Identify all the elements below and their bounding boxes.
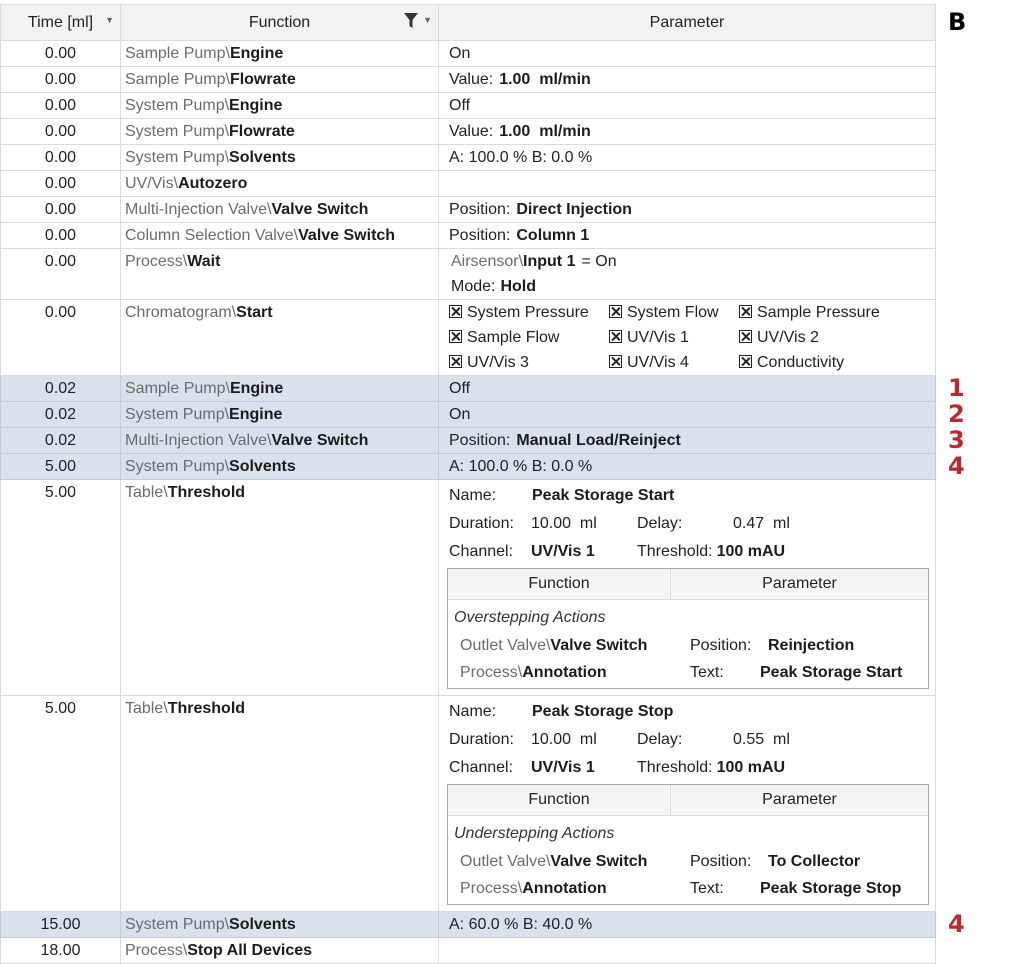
- function-name: Wait: [187, 253, 221, 270]
- action-row[interactable]: [454, 632, 922, 659]
- column-header-parameter[interactable]: [439, 5, 936, 41]
- function-name: Threshold: [167, 700, 246, 717]
- channel-label: Conductivity: [757, 354, 845, 371]
- threshold-label: Threshold:: [637, 543, 713, 560]
- actions-group-label: Understepping Actions: [454, 825, 615, 842]
- threshold-duration-line: [449, 510, 935, 538]
- time-cell[interactable]: [1, 145, 121, 171]
- table-row[interactable]: [1, 223, 936, 249]
- time-value: 0.02: [44, 380, 77, 397]
- function-cell[interactable]: [121, 454, 439, 480]
- function-cell[interactable]: [121, 938, 439, 964]
- action-param-value: Reinjection: [768, 637, 855, 654]
- table-row[interactable]: [1, 93, 936, 119]
- time-value: 0.00: [44, 123, 77, 140]
- annotation-marker: 4: [948, 451, 965, 480]
- function-name: Solvents: [229, 149, 296, 166]
- duration-label: Duration:: [449, 515, 514, 532]
- actions-table: [447, 784, 929, 905]
- channel-value: UV/Vis 1: [531, 543, 595, 560]
- function-name: Engine: [229, 45, 284, 62]
- time-cell[interactable]: [1, 696, 121, 912]
- actions-table-body: [448, 816, 928, 904]
- parameter-cell[interactable]: [439, 197, 936, 223]
- channel-checkbox[interactable]: [609, 325, 739, 350]
- function-name: Valve Switch: [271, 201, 369, 218]
- actions-column-function: Function: [448, 785, 671, 815]
- method-table: [0, 4, 936, 964]
- checkbox-checked-icon[interactable]: [739, 355, 752, 368]
- parameter-label: Position:: [449, 227, 511, 244]
- action-row[interactable]: [454, 848, 922, 875]
- channel-label: System Flow: [627, 304, 719, 321]
- function-device: Table\: [125, 484, 168, 501]
- annotation-marker: 1: [948, 373, 965, 402]
- time-cell[interactable]: [1, 428, 121, 454]
- parameter-value: Direct Injection: [516, 201, 632, 218]
- channel-label: Channel:: [449, 759, 514, 776]
- checkbox-checked-icon[interactable]: [449, 355, 462, 368]
- sensor-input: Input 1: [523, 253, 576, 270]
- function-name: Engine: [229, 380, 284, 397]
- time-value: 5.00: [44, 700, 77, 717]
- sensor-device: Airsensor\: [451, 253, 524, 270]
- column-header-parameter-label: Parameter: [649, 13, 725, 31]
- action-device: Process\: [460, 664, 523, 681]
- parameter-cell[interactable]: [439, 249, 936, 300]
- table-row[interactable]: [1, 912, 936, 938]
- parameter-cell[interactable]: [439, 454, 936, 480]
- table-row[interactable]: [1, 249, 936, 300]
- table-row[interactable]: [1, 376, 936, 402]
- function-cell[interactable]: [121, 171, 439, 197]
- table-row[interactable]: [1, 41, 936, 67]
- checkbox-checked-icon[interactable]: [609, 330, 622, 343]
- function-device: Sample Pump\: [125, 71, 230, 88]
- checkbox-checked-icon[interactable]: [739, 305, 752, 318]
- parameter-value: On: [449, 45, 471, 62]
- function-name: Engine: [229, 406, 283, 423]
- delay-label: Delay:: [637, 515, 683, 532]
- table-row[interactable]: [1, 67, 936, 93]
- parameter-cell[interactable]: [439, 67, 936, 93]
- function-device: Sample Pump\: [125, 380, 230, 397]
- function-device: System Pump\: [125, 149, 230, 166]
- time-cell[interactable]: [1, 480, 121, 696]
- parameter-label: Position:: [449, 432, 511, 449]
- time-value: 5.00: [44, 484, 77, 501]
- actions-column-function: Function: [448, 569, 671, 599]
- time-cell[interactable]: [1, 300, 121, 376]
- action-name: Annotation: [522, 664, 607, 681]
- parameter-cell[interactable]: [439, 145, 936, 171]
- time-value: 0.00: [44, 227, 77, 244]
- function-name: Engine: [229, 97, 283, 114]
- action-parameter: [690, 848, 860, 875]
- table-row[interactable]: [1, 480, 936, 696]
- table-row[interactable]: [1, 145, 936, 171]
- function-name: Valve Switch: [298, 227, 396, 244]
- wait-condition: [449, 249, 935, 274]
- parameter-value: 1.00 ml/min: [499, 71, 591, 88]
- function-device: System Pump\: [125, 916, 230, 933]
- time-value: 0.00: [44, 71, 77, 88]
- time-cell[interactable]: [1, 402, 121, 428]
- function-name: Solvents: [229, 458, 296, 475]
- time-cell[interactable]: [1, 912, 121, 938]
- time-value: 0.00: [44, 201, 77, 218]
- sort-dropdown-icon[interactable]: ▼: [105, 15, 114, 25]
- actions-table: [447, 568, 929, 689]
- duration-value: 10.00 ml: [531, 515, 597, 532]
- column-header-time-label: Time [ml]: [27, 13, 94, 31]
- time-value: 0.00: [44, 97, 77, 114]
- table-row[interactable]: [1, 300, 936, 376]
- threshold-name: Peak Storage Stop: [532, 703, 674, 720]
- parameter-cell[interactable]: [439, 480, 936, 696]
- checkbox-checked-icon[interactable]: [609, 305, 622, 318]
- function-name: Autozero: [178, 175, 248, 192]
- threshold-label: Threshold:: [637, 759, 713, 776]
- function-device: Table\: [125, 700, 168, 717]
- checkbox-checked-icon[interactable]: [609, 355, 622, 368]
- parameter-label: Value:: [449, 71, 494, 88]
- parameter-cell[interactable]: [439, 171, 936, 197]
- parameter-cell[interactable]: [439, 223, 936, 249]
- parameter-value: Manual Load/Reinject: [516, 432, 681, 449]
- time-cell[interactable]: [1, 454, 121, 480]
- channel-checkbox[interactable]: [739, 350, 899, 375]
- function-cell[interactable]: [121, 223, 439, 249]
- annotation-marker: 3: [948, 425, 965, 454]
- parameter-value: Off: [449, 97, 471, 114]
- channel-checkbox[interactable]: [739, 325, 899, 350]
- channel-checkbox[interactable]: [449, 350, 609, 375]
- action-param-label: Position:: [690, 637, 752, 654]
- function-device: System Pump\: [125, 123, 230, 140]
- column-header-time[interactable]: [1, 5, 121, 41]
- time-cell[interactable]: [1, 119, 121, 145]
- function-device: Process\: [125, 942, 188, 959]
- threshold-duration-line: [449, 726, 935, 754]
- checkbox-checked-icon[interactable]: [449, 330, 462, 343]
- action-parameter: [690, 659, 902, 686]
- parameter-cell[interactable]: [439, 912, 936, 938]
- table-row[interactable]: [1, 171, 936, 197]
- parameter-value: 1.00 ml/min: [499, 123, 591, 140]
- parameter-label: Value:: [449, 123, 494, 140]
- channel-checkbox[interactable]: [449, 325, 609, 350]
- actions-column-parameter: Parameter: [762, 791, 837, 808]
- table-row[interactable]: [1, 428, 936, 454]
- channel-checkbox[interactable]: [739, 300, 899, 325]
- function-device: Multi-Injection Valve\: [125, 201, 272, 218]
- parameter-value: A: 60.0 % B: 40.0 %: [449, 916, 593, 933]
- function-cell[interactable]: [121, 41, 439, 67]
- action-row[interactable]: [454, 659, 922, 686]
- time-value: 0.00: [44, 149, 77, 166]
- channel-label: Channel:: [449, 543, 514, 560]
- action-name: Valve Switch: [550, 637, 648, 654]
- time-cell[interactable]: [1, 93, 121, 119]
- time-cell[interactable]: [1, 171, 121, 197]
- function-cell[interactable]: [121, 300, 439, 376]
- time-cell[interactable]: [1, 67, 121, 93]
- delay-value: 0.55 ml: [733, 731, 790, 748]
- function-device: UV/Vis\: [125, 175, 179, 192]
- channel-value: UV/Vis 1: [531, 759, 595, 776]
- time-value: 15.00: [40, 916, 81, 933]
- parameter-cell[interactable]: [439, 696, 936, 912]
- channel-label: System Pressure: [467, 304, 589, 321]
- parameter-value: A: 100.0 % B: 0.0 %: [449, 458, 593, 475]
- filter-dropdown-icon[interactable]: ▼: [423, 15, 432, 25]
- function-name: Threshold: [167, 484, 246, 501]
- action-name: Annotation: [522, 880, 607, 897]
- function-name: Valve Switch: [271, 432, 369, 449]
- parameter-cell[interactable]: [439, 428, 936, 454]
- actions-table-header: [448, 785, 928, 816]
- function-cell[interactable]: [121, 696, 439, 912]
- function-device: System Pump\: [125, 458, 230, 475]
- annotation-marker: 4: [948, 909, 965, 938]
- channel-label: UV/Vis 1: [627, 329, 689, 346]
- time-value: 0.00: [44, 304, 77, 321]
- parameter-value: Off: [449, 380, 471, 397]
- parameter-value: A: 100.0 % B: 0.0 %: [449, 149, 593, 166]
- checkbox-checked-icon[interactable]: [739, 330, 752, 343]
- threshold-details: [449, 696, 935, 905]
- function-cell[interactable]: [121, 249, 439, 300]
- function-device: Process\: [125, 253, 188, 270]
- actions-table-body: [448, 600, 928, 688]
- action-param-label: Text:: [690, 880, 724, 897]
- filter-icon[interactable]: [404, 13, 418, 29]
- wait-condition-value: = On: [581, 253, 617, 270]
- parameter-cell[interactable]: [439, 93, 936, 119]
- channel-checkbox[interactable]: [609, 350, 739, 375]
- channel-label: Sample Pressure: [757, 304, 880, 321]
- action-param-value: To Collector: [768, 853, 861, 870]
- channel-label: UV/Vis 3: [467, 354, 529, 371]
- time-value: 5.00: [44, 458, 77, 475]
- threshold-value: 100 mAU: [716, 759, 786, 776]
- name-label: Name:: [449, 703, 497, 720]
- action-param-value: Peak Storage Stop: [760, 880, 902, 897]
- parameter-value: Column 1: [516, 227, 590, 244]
- parameter-value: On: [449, 406, 471, 423]
- mode-value: Hold: [500, 278, 537, 295]
- parameter-cell[interactable]: [439, 402, 936, 428]
- parameter-cell[interactable]: [439, 938, 936, 964]
- table-row[interactable]: [1, 402, 936, 428]
- time-cell[interactable]: [1, 376, 121, 402]
- time-value: 0.02: [44, 432, 77, 449]
- threshold-name: Peak Storage Start: [532, 487, 675, 504]
- action-param-label: Position:: [690, 853, 752, 870]
- action-row[interactable]: [454, 875, 922, 902]
- table-header-row: [1, 5, 936, 41]
- function-name: Solvents: [229, 916, 296, 933]
- actions-group-label: Overstepping Actions: [454, 609, 606, 626]
- function-cell[interactable]: [121, 197, 439, 223]
- function-cell[interactable]: [121, 119, 439, 145]
- function-cell[interactable]: [121, 145, 439, 171]
- function-device: Multi-Injection Valve\: [125, 432, 272, 449]
- channel-checkbox-grid: [449, 300, 935, 375]
- action-function: [460, 848, 690, 875]
- name-label: Name:: [449, 487, 497, 504]
- parameter-label: Position:: [449, 201, 511, 218]
- function-cell[interactable]: [121, 480, 439, 696]
- threshold-channel-line: [449, 754, 935, 782]
- column-header-function-label: Function: [248, 13, 311, 31]
- mode-label: Mode:: [451, 278, 496, 295]
- channel-label: UV/Vis 2: [757, 329, 819, 346]
- action-function: [460, 875, 690, 902]
- function-cell[interactable]: [121, 376, 439, 402]
- function-cell[interactable]: [121, 402, 439, 428]
- table-row[interactable]: [1, 938, 936, 964]
- time-cell[interactable]: [1, 938, 121, 964]
- function-device: Chromatogram\: [125, 304, 237, 321]
- function-device: System Pump\: [125, 97, 230, 114]
- duration-label: Duration:: [449, 731, 514, 748]
- action-name: Valve Switch: [550, 853, 648, 870]
- delay-value: 0.47 ml: [733, 515, 790, 532]
- table-row[interactable]: [1, 119, 936, 145]
- action-function: [460, 659, 690, 686]
- threshold-channel-line: [449, 538, 935, 566]
- panel-label: B: [948, 8, 967, 36]
- function-cell[interactable]: [121, 912, 439, 938]
- time-cell[interactable]: [1, 41, 121, 67]
- time-value: 0.02: [44, 406, 77, 423]
- action-param-value: Peak Storage Start: [760, 664, 903, 681]
- time-cell[interactable]: [1, 223, 121, 249]
- parameter-cell[interactable]: [439, 119, 936, 145]
- threshold-name-line: [449, 482, 935, 510]
- time-value: 18.00: [40, 942, 81, 959]
- function-name: Start: [236, 304, 273, 321]
- action-device: Outlet Valve\: [460, 853, 551, 870]
- table-row[interactable]: [1, 454, 936, 480]
- time-value: 0.00: [44, 175, 77, 192]
- action-device: Process\: [460, 880, 523, 897]
- function-name: Flowrate: [229, 123, 295, 140]
- threshold-details: [449, 480, 935, 689]
- actions-table-header: [448, 569, 928, 600]
- table-row[interactable]: [1, 197, 936, 223]
- function-name: Stop All Devices: [187, 942, 313, 959]
- channel-checkbox[interactable]: [449, 300, 609, 325]
- channel-checkbox[interactable]: [609, 300, 739, 325]
- parameter-cell[interactable]: [439, 41, 936, 67]
- annotation-marker: 2: [948, 399, 965, 428]
- threshold-name-line: [449, 698, 935, 726]
- function-device: Sample Pump\: [125, 45, 230, 62]
- function-name: Flowrate: [229, 71, 296, 88]
- time-value: 0.00: [44, 253, 77, 270]
- parameter-cell[interactable]: [439, 300, 936, 376]
- function-cell[interactable]: [121, 67, 439, 93]
- action-parameter: [690, 875, 901, 902]
- action-function: [460, 632, 690, 659]
- wait-mode: [449, 274, 935, 299]
- actions-column-parameter: Parameter: [762, 575, 837, 592]
- function-device: Column Selection Valve\: [125, 227, 299, 244]
- function-cell[interactable]: [121, 428, 439, 454]
- time-value: 0.00: [44, 45, 77, 62]
- action-param-label: Text:: [690, 664, 724, 681]
- table-row[interactable]: [1, 696, 936, 912]
- parameter-cell[interactable]: [439, 376, 936, 402]
- function-cell[interactable]: [121, 93, 439, 119]
- threshold-value: 100 mAU: [716, 543, 786, 560]
- function-device: System Pump\: [125, 406, 230, 423]
- time-cell[interactable]: [1, 249, 121, 300]
- delay-label: Delay:: [637, 731, 683, 748]
- action-parameter: [690, 632, 854, 659]
- channel-label: Sample Flow: [467, 329, 560, 346]
- checkbox-checked-icon[interactable]: [449, 305, 462, 318]
- channel-label: UV/Vis 4: [627, 354, 689, 371]
- column-header-function[interactable]: [121, 5, 439, 41]
- action-device: Outlet Valve\: [460, 637, 551, 654]
- time-cell[interactable]: [1, 197, 121, 223]
- duration-value: 10.00 ml: [531, 731, 597, 748]
